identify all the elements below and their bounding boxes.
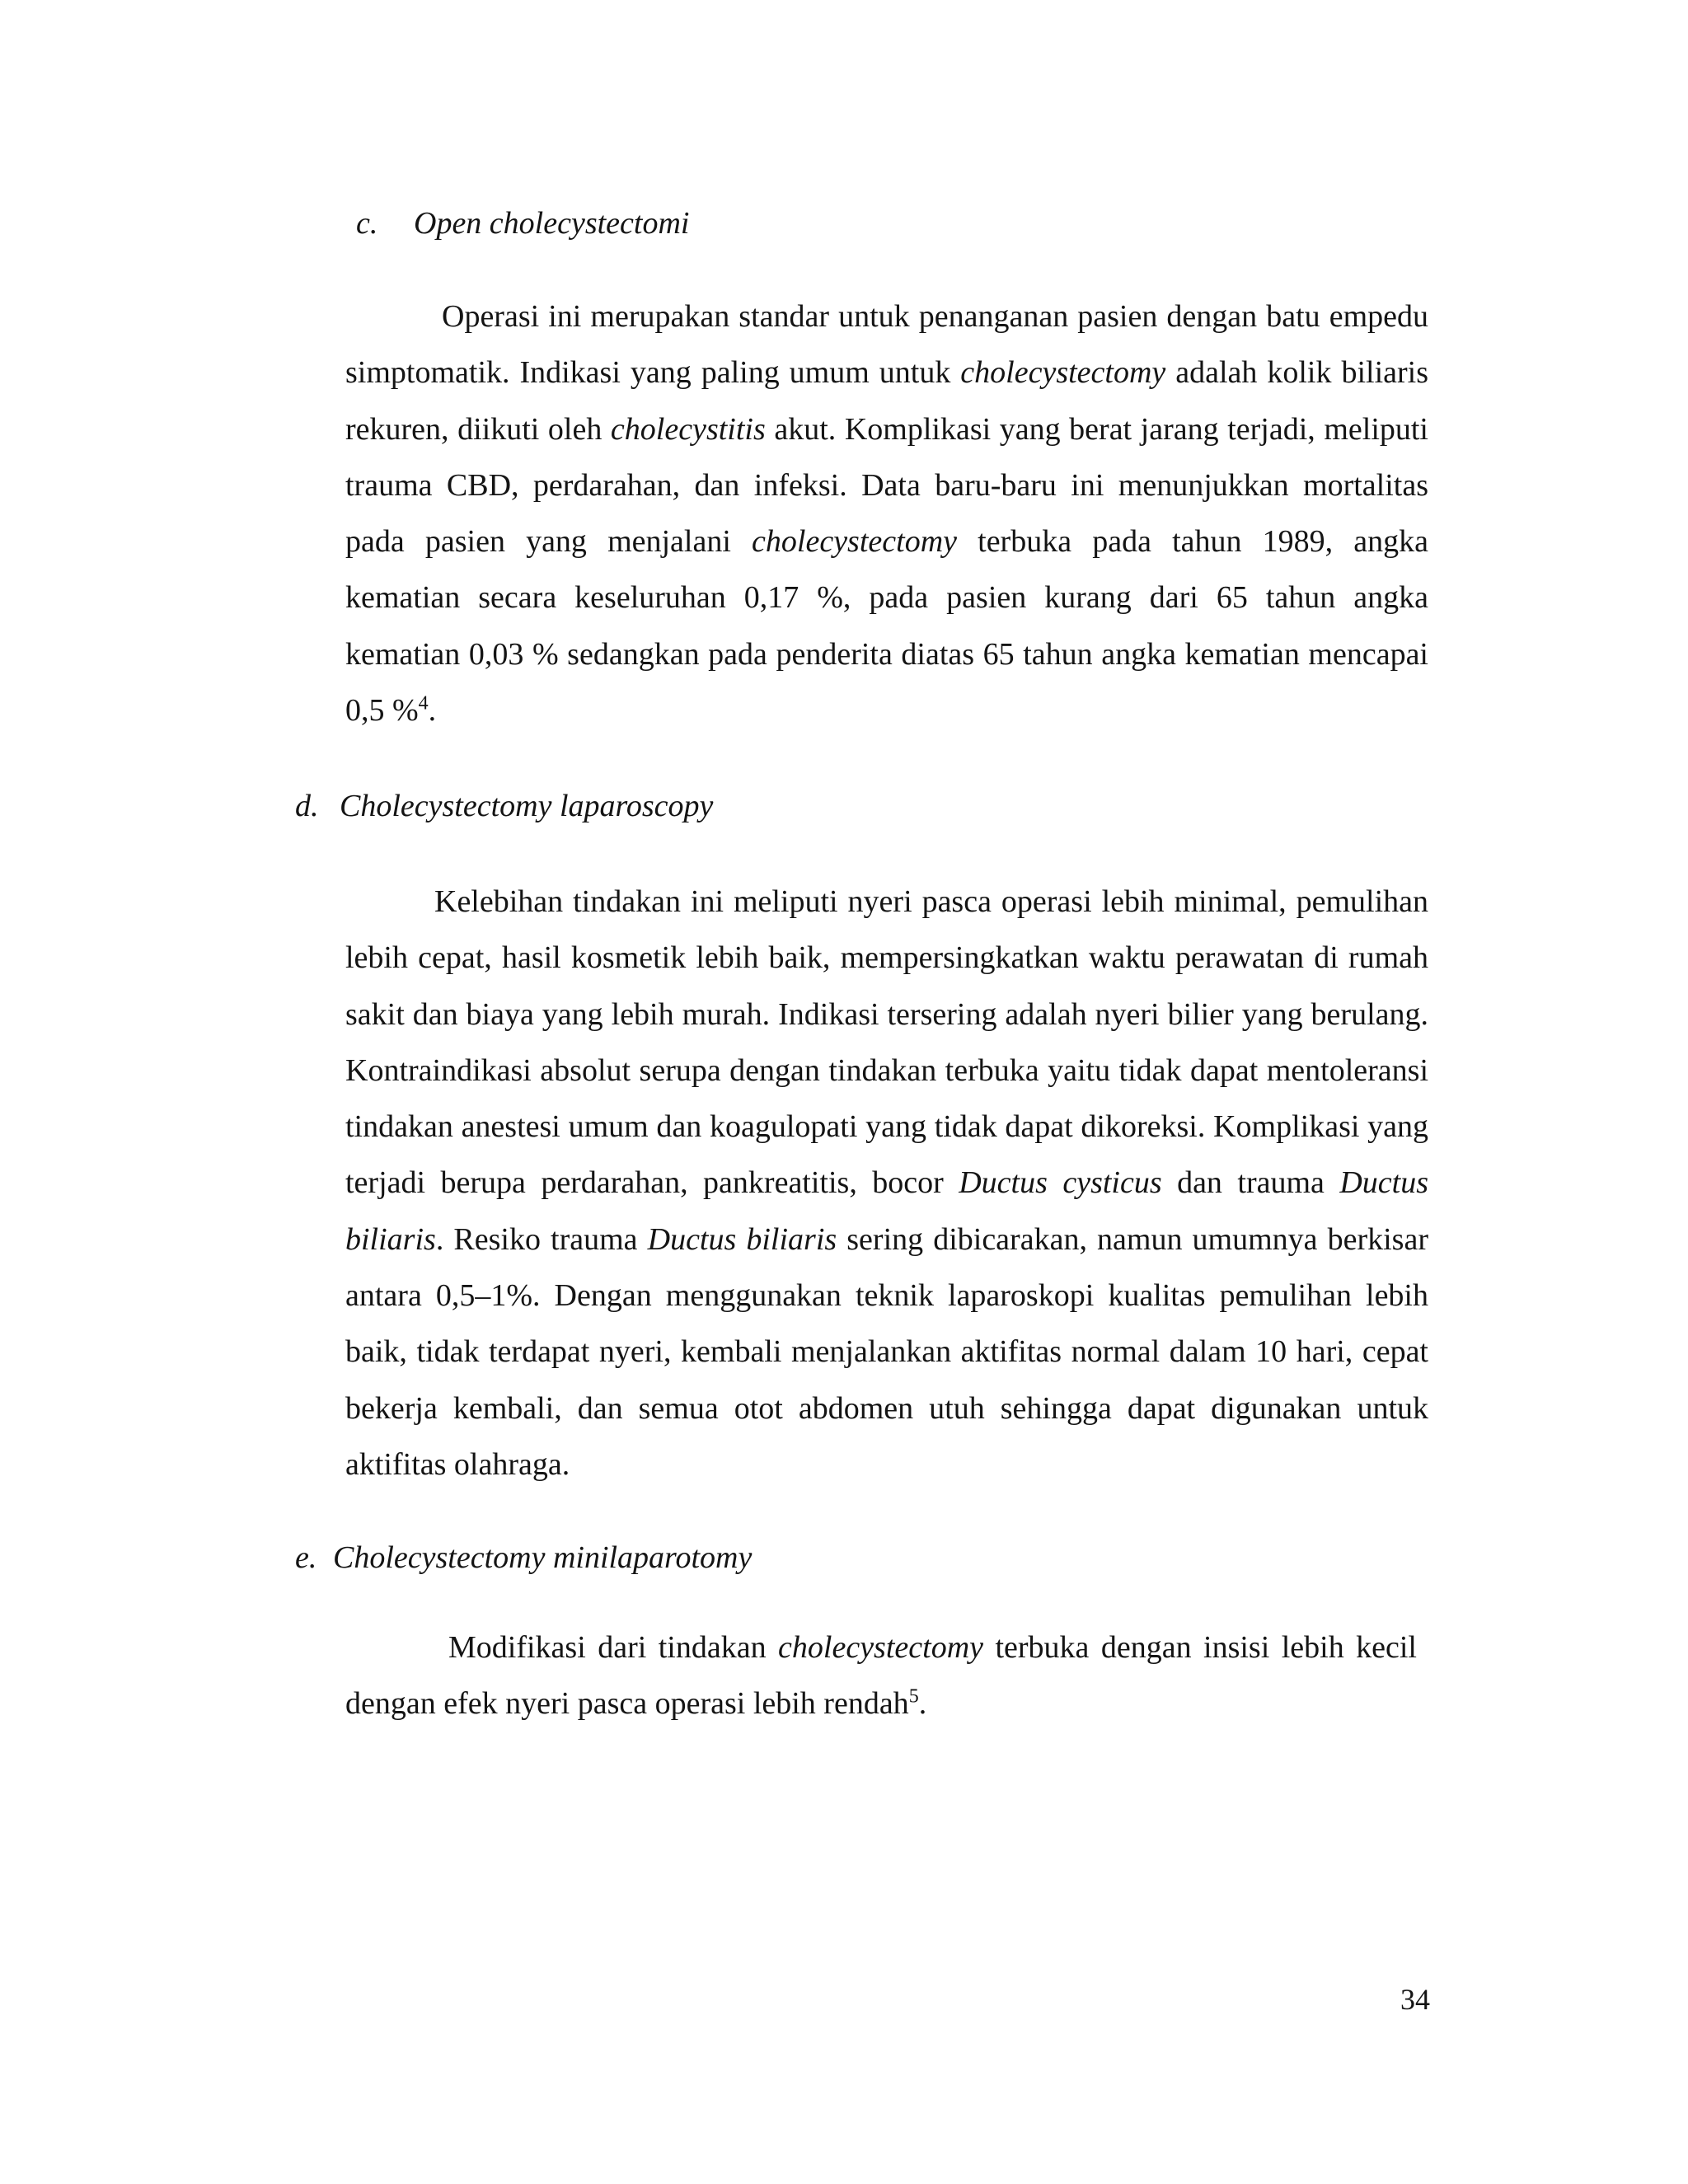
section-paragraph-c [345, 288, 1428, 738]
section-letter: e. [295, 1540, 317, 1575]
section-paragraph-d [345, 874, 1428, 1493]
italic-term: Ductus biliaris [647, 1221, 837, 1257]
paragraph-text: . [428, 693, 437, 729]
section-letter: c. [356, 206, 378, 241]
italic-term: Ductus biliaris [345, 1165, 1428, 1257]
paragraph-text: Modifikasi dari tindakan [448, 1630, 779, 1665]
paragraph-text: akut. Komplikasi yang berat jarang terjadi, meliputi trauma CBD, perdarahan, dan infeksi. Data baru-baru ini menunjukkan mortalitas pada pasien yang menjalani [345, 411, 1428, 560]
paragraph-text: dan trauma [1161, 1165, 1340, 1201]
section-paragraph-e [345, 1619, 1417, 1732]
paragraph-text: . Resiko trauma [435, 1221, 648, 1257]
section-title: Open cholecystectomi [414, 206, 690, 241]
italic-term: cholecystitis [610, 411, 766, 447]
section-heading-e [295, 1542, 752, 1573]
paragraph-text: . [918, 1686, 927, 1722]
section-title: Cholecystectomy minilaparotomy [333, 1540, 753, 1575]
paragraph-text: sering dibicarakan, namun umumnya berkisar antara 0,5–1%. Dengan menggunakan teknik laparoskopi kualitas pemulihan lebih baik, tidak terdapat nyeri, kembali menjalankan aktifitas normal dalam 10 hari, cepat bekerja kembali, dan semua otot abdomen utuh sehingga dapat digunakan untuk aktifitas olahraga. [345, 1221, 1428, 1482]
page-number: 34 [1400, 1983, 1430, 2016]
section-heading-c [356, 208, 689, 239]
italic-term: cholecystectomy [778, 1630, 983, 1665]
reference-superscript: 5 [908, 1685, 919, 1708]
italic-term: Ductus cysticus [959, 1165, 1162, 1201]
section-heading-d [295, 790, 713, 822]
paragraph-text: adalah kolik biliaris rekuren, diikuti oleh [345, 355, 1428, 447]
reference-superscript: 4 [418, 692, 429, 715]
section-title: Cholecystectomy laparoscopy [340, 789, 714, 823]
paragraph-text: terbuka pada tahun 1989, angka kematian secara keseluruhan 0,17 %, pada pasien kurang dari 65 tahun angka kematian 0,03 % sedangkan pada penderita diatas 65 tahun angka kematian mencapai 0,5 % [345, 524, 1428, 729]
paragraph-text: terbuka dengan insisi lebih kecil dengan efek nyeri pasca operasi lebih rendah [345, 1630, 1417, 1722]
paragraph-text: Kelebihan tindakan ini meliputi nyeri pasca operasi lebih minimal, pemulihan lebih cepat, hasil kosmetik lebih baik, mempersingkatkan waktu perawatan di rumah sakit dan biaya yang lebih murah. Indikasi tersering adalah nyeri bilier yang berulang. Kontraindikasi absolut serupa dengan tindakan terbuka yaitu tidak dapat mentoleransi tindakan anestesi umum dan koagulopati yang tidak dapat dikoreksi. Komplikasi yang terjadi berupa perdarahan, pankreatitis, bocor [345, 884, 1428, 1201]
italic-term: cholecystectomy [752, 524, 957, 560]
italic-term: cholecystectomy [960, 355, 1166, 391]
section-letter: d. [295, 789, 319, 823]
paragraph-text: Operasi ini merupakan standar untuk penanganan pasien dengan batu empedu simptomatik. Indikasi yang paling umum untuk [345, 299, 1428, 391]
